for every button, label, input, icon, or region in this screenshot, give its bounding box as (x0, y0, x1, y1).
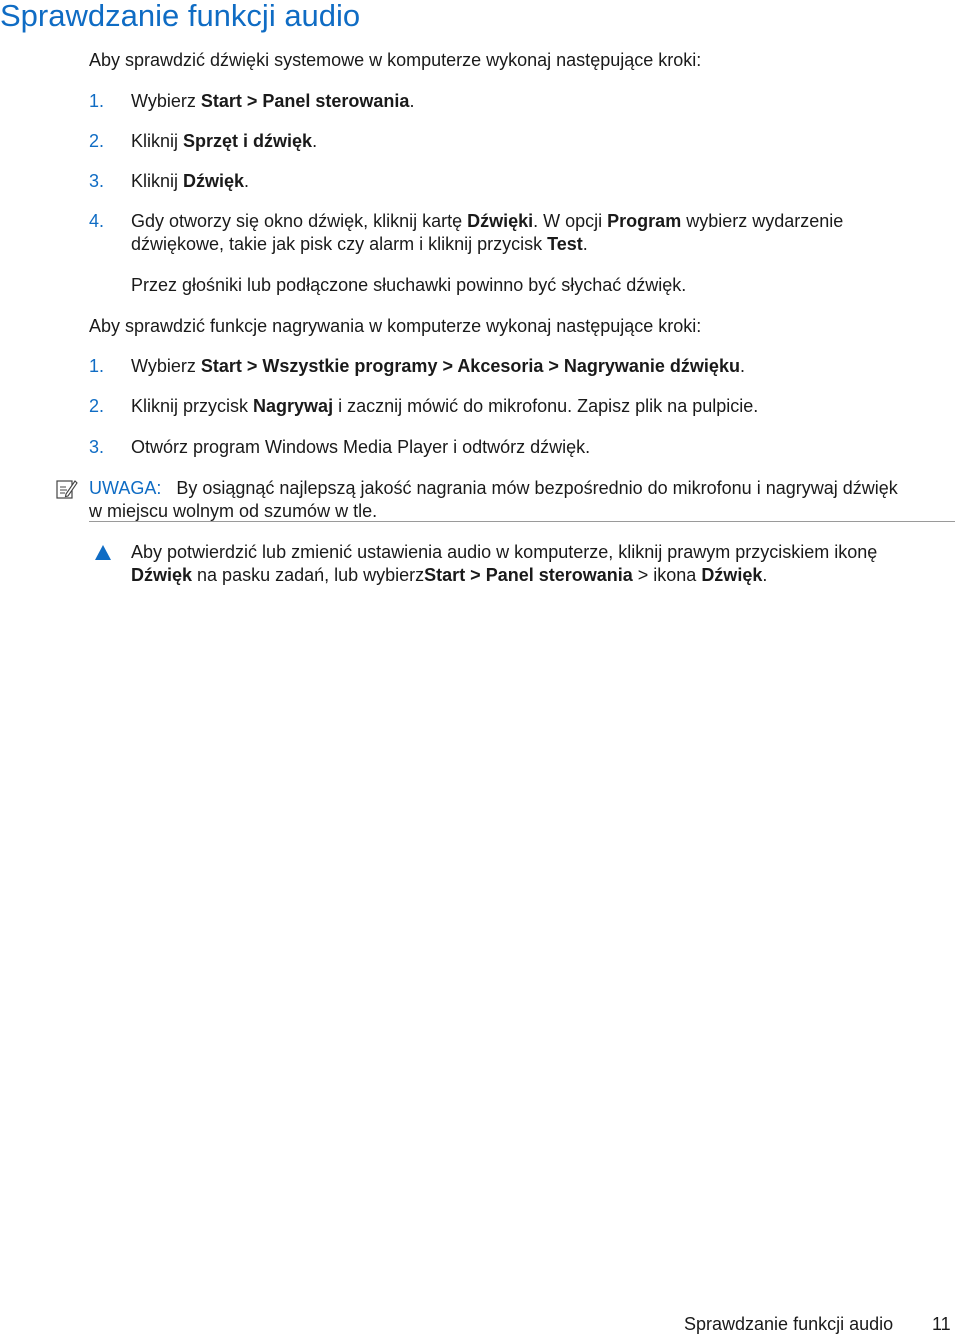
note-line-2: w miejscu wolnym od szumów w tle. (89, 501, 378, 521)
note-pencil-icon (56, 478, 78, 500)
step-number: 2. (89, 131, 105, 151)
footer-section-title: Sprawdzanie funkcji audio (684, 1314, 894, 1334)
note-line-1: UWAGA: By osiągnąć najlepszą jakość nagrania mów bezpośrednio do mikrofonu i nagrywaj dźwięk (89, 478, 898, 498)
step-number: 3. (89, 171, 105, 191)
step-3-text: Kliknij Dźwięk. (131, 171, 250, 191)
step-number: 1. (89, 91, 105, 111)
step-4-result: Przez głośniki lub podłączone słuchawki powinno być słychać dźwięk. (131, 275, 687, 295)
step-2-text: Kliknij Sprzęt i dźwięk. (131, 131, 318, 151)
triangle-bullet-icon (95, 545, 111, 560)
intro-system-sounds: Aby sprawdzić dźwięki systemowe w komputerze wykonaj następujące kroki: (89, 50, 702, 70)
page-number: 11 (932, 1314, 951, 1334)
tip-line-1: Aby potwierdzić lub zmienić ustawienia audio w komputerze, kliknij prawym przyciskiem ikonę (131, 542, 878, 562)
step-number: 1. (89, 356, 105, 376)
step-1-text: Wybierz Start > Panel sterowania. (131, 91, 415, 111)
page-title: Sprawdzanie funkcji audio (0, 0, 361, 33)
step-number: 2. (89, 396, 105, 416)
note-label: UWAGA: (89, 478, 162, 498)
rec-step-2-text: Kliknij przycisk Nagrywaj i zacznij mówić do mikrofonu. Zapisz plik na pulpicie. (131, 396, 759, 416)
step-number: 3. (89, 437, 105, 457)
step-number: 4. (89, 211, 105, 231)
step-4-text-line2: dźwiękowe, takie jak pisk czy alarm i kliknij przycisk Test. (131, 234, 588, 254)
note-divider (89, 521, 955, 522)
intro-recording: Aby sprawdzić funkcje nagrywania w komputerze wykonaj następujące kroki: (89, 316, 702, 336)
step-4-text-line1: Gdy otworzy się okno dźwięk, kliknij kartę Dźwięki. W opcji Program wybierz wydarzenie (131, 211, 844, 231)
rec-step-1-text: Wybierz Start > Wszystkie programy > Akcesoria > Nagrywanie dźwięku. (131, 356, 745, 376)
tip-line-2: Dźwięk na pasku zadań, lub wybierzStart > Panel sterowania > ikona Dźwięk. (131, 565, 768, 585)
rec-step-3-text: Otwórz program Windows Media Player i odtwórz dźwięk. (131, 437, 591, 457)
